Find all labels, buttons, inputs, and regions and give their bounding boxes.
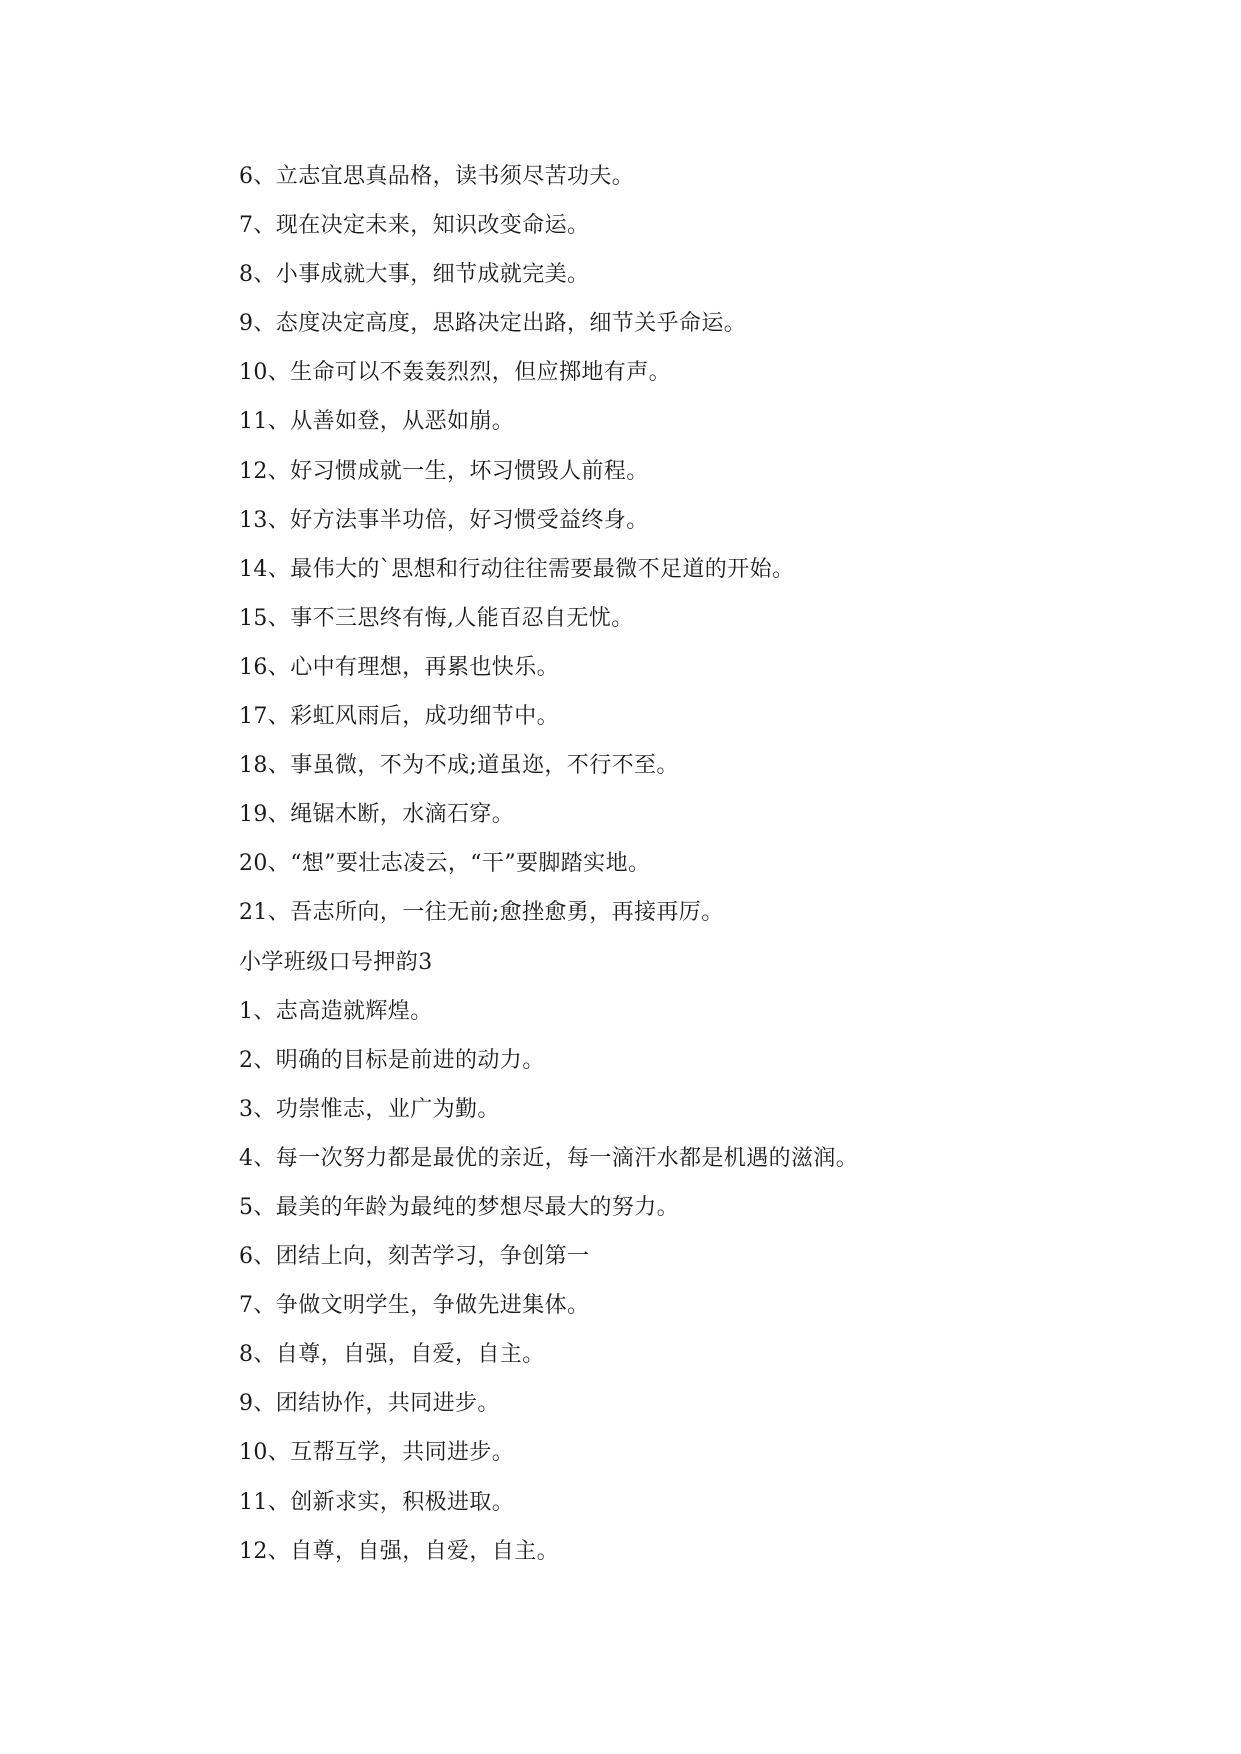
list-item: 13、好方法事半功倍，好习惯受益终身。 xyxy=(239,507,649,533)
document-body xyxy=(239,152,1039,1576)
list-item: 7、争做文明学生，争做先进集体。 xyxy=(239,1293,590,1319)
list-item: 9、团结协作，共同进步。 xyxy=(239,1391,500,1417)
list-item: 3、功崇惟志，业广为勤。 xyxy=(239,1096,500,1122)
list-item: 20、“想”要壮志凌云，“干”要脚踏实地。 xyxy=(239,851,651,877)
list-item: 16、心中有理想，再累也快乐。 xyxy=(239,654,559,680)
list-item: 4、每一次努力都是最优的亲近，每一滴汗水都是机遇的滋润。 xyxy=(239,1145,859,1171)
list-item: 12、好习惯成就一生，坏习惯毁人前程。 xyxy=(239,458,649,484)
list-item: 19、绳锯木断，水滴石穿。 xyxy=(239,802,515,828)
list-item: 10、生命可以不轰轰烈烈，但应掷地有声。 xyxy=(239,360,671,386)
list-item: 11、从善如登，从恶如崩。 xyxy=(239,409,515,435)
list-item: 15、事不三思终有悔,人能百忍自无忧。 xyxy=(239,605,634,631)
list-item: 11、创新求实，积极进取。 xyxy=(239,1489,515,1515)
list-item: 17、彩虹风雨后，成功细节中。 xyxy=(239,704,559,730)
list-item: 9、态度决定高度，思路决定出路，细节关乎命运。 xyxy=(239,311,747,337)
list-item: 8、小事成就大事，细节成就完美。 xyxy=(239,262,590,288)
list-item: 6、立志宜思真品格，读书须尽苦功夫。 xyxy=(239,164,635,189)
list-item: 7、现在决定未来，知识改变命运。 xyxy=(239,213,590,239)
list-item: 1、志高造就辉煌。 xyxy=(239,998,433,1024)
section-heading: 小学班级口号押韵3 xyxy=(239,949,433,975)
list-item: 5、最美的年龄为最纯的梦想尽最大的努力。 xyxy=(239,1194,679,1220)
list-item: 21、吾志所向，一往无前;愈挫愈勇，再接再厉。 xyxy=(239,900,724,926)
list-item: 14、最伟大的`思想和行动往往需要最微不足道的开始。 xyxy=(239,556,795,582)
list-item: 2、明确的目标是前进的动力。 xyxy=(239,1047,545,1073)
list-item: 8、自尊，自强，自爱，自主。 xyxy=(239,1342,545,1368)
list-item: 18、事虽微，不为不成;道虽迩，不行不至。 xyxy=(239,753,679,779)
list-item: 10、互帮互学，共同进步。 xyxy=(239,1440,515,1466)
list-item: 12、自尊，自强，自爱，自主。 xyxy=(239,1538,559,1564)
list-item: 6、团结上向，刻苦学习，争创第一 xyxy=(239,1244,590,1270)
